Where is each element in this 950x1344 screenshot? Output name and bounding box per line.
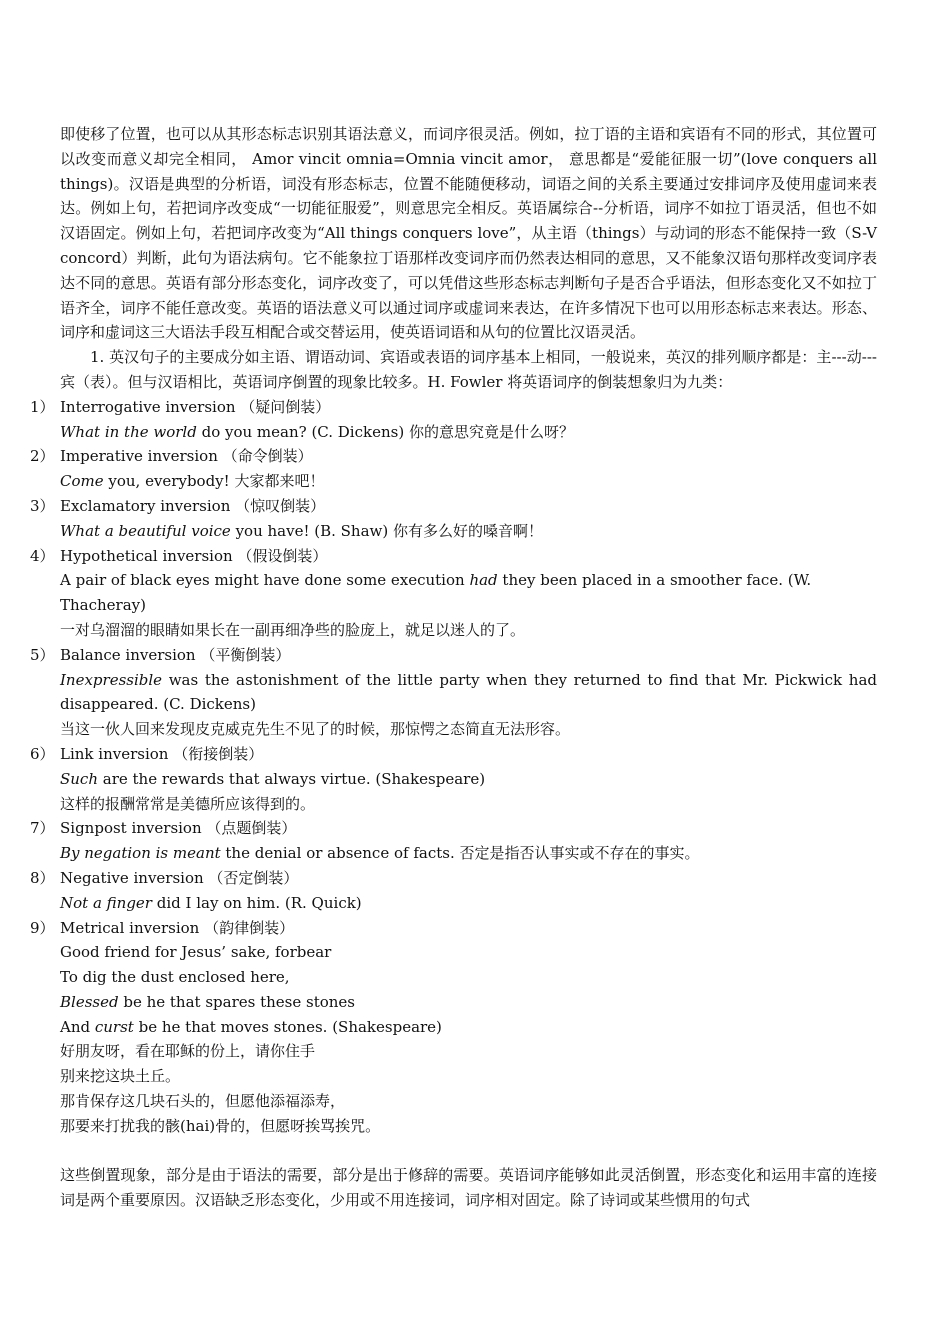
item-example <box>60 891 877 916</box>
item-title: Interrogative inversion （疑问倒装） <box>60 397 331 416</box>
example-translation: 这样的报酬常常是美德所应该得到的。 <box>60 794 316 813</box>
paragraph-gap <box>60 1139 877 1164</box>
inversion-item-6 <box>30 742 877 816</box>
inversion-item-1 <box>30 395 877 445</box>
item-title: Signpost inversion （点题倒装） <box>60 819 297 838</box>
example-translation: 一对乌溜溜的眼睛如果长在一副再细净些的脸庞上，就足以迷人的了。 <box>60 620 526 639</box>
intro-paragraph: 即使移了位置，也可以从其形态标志识别其语法意义，而词序很灵活。例如，拉丁语的主语和宾语有不同的形式，其位置可以改变而意义却完全相同， Amor vincit omnia=Omnia vincit amor， 意思都是“爱能征服一切”(love conquers all things)。汉语是典型的分析语，词没有形态标志，位置不能随便移动，词语之间的关系主要通过安排词序及使用虚词来表达。例如上句，若把词序改变成“一切能征服爱”，则意思完全相反。英语属综合--分析语，词序不如拉丁语灵活，但也不如汉语固定。例如上句，若把词序改变为“All things conquers love”，从主语（things）与动词的形态不能保持一致（S-V concord）判断，此句为语法病句。它不能象拉丁语那样改变词序而仍然表达相同的意思，又不能象汉语句那样改变词序表达不同的意思。英语有部分形态变化，词序改变了，可以凭借这些形态标志判断句子是否合乎语法，但形态变化又不如拉丁语齐全，词序不能任意改变。英语的语法意义可以通过词序或虚词来表达，在许多情况下也可以用形态标志来表达。形态、词序和虚词这三大语法手段互相配合或交替运用，使英语词语和从句的位置比汉语灵活。 <box>60 125 877 342</box>
item-title: Metrical inversion （韵律倒装） <box>60 918 295 937</box>
section-1-paragraph: 1. 英汉句子的主要成分如主语、谓语动词、宾语或表语的词序基本上相同，一般说来，英汉的排列顺序都是：主---动---宾（表）。但与汉语相比，英语词序倒置的现象比较多。H. Fowler 将英语词序的倒装想象归为九类： <box>60 348 877 391</box>
item-example <box>60 420 877 445</box>
poem-example <box>60 940 877 1138</box>
example-text: do you mean? (C. Dickens) 你的意思究竟是什么呀？ <box>196 422 574 441</box>
item-number: 6） <box>30 744 55 763</box>
item-title: Hypothetical inversion （假设倒装） <box>60 546 328 565</box>
inversion-item-3 <box>30 494 877 544</box>
inversion-item-5 <box>30 643 877 742</box>
item-number: 2） <box>30 447 55 466</box>
item-title: Imperative inversion （命令倒装） <box>60 447 313 466</box>
poem-line: Good friend for Jesus’ sake, forbear <box>60 943 332 962</box>
inversion-item-9 <box>30 916 877 1139</box>
poem-line: To dig the dust enclosed here, <box>60 968 290 987</box>
inversion-item-7 <box>30 816 877 866</box>
item-number: 3） <box>30 496 55 515</box>
item-number: 9） <box>30 918 55 937</box>
poem-translation-line: 别来挖这块土丘。 <box>60 1067 181 1086</box>
item-example <box>60 568 877 618</box>
example-italic: What in the world <box>60 422 197 441</box>
item-title: Balance inversion （平衡倒装） <box>60 645 291 664</box>
item-example <box>60 841 877 866</box>
example-text-pre: A pair of black eyes might have done some execution <box>60 571 470 590</box>
closing-paragraph: 这些倒置现象，部分是由于语法的需要，部分是出于修辞的需要。英语词序能够如此灵活倒置，形态变化和运用丰富的连接词是两个重要原因。汉语缺乏形态变化，少用或不用连接词，词序相对固定。除了诗词或某些惯用的句式 <box>60 1166 877 1210</box>
poem-text: be he that spares these stones <box>118 992 355 1011</box>
item-example <box>60 519 877 544</box>
item-example <box>60 469 877 494</box>
poem-translation-line: 那要来打扰我的骸(hai)骨的，但愿呀挨骂挨咒。 <box>60 1116 381 1135</box>
item-number: 4） <box>30 546 55 565</box>
example-italic: By negation is meant <box>60 844 221 863</box>
example-text: was the astonishment of the little party when they returned to find that Mr. Pickwick had disappeared. (C. Dickens) <box>60 670 877 714</box>
item-number: 1） <box>30 397 55 416</box>
example-italic: Come <box>60 472 104 491</box>
document-body <box>30 122 877 1213</box>
poem-italic: curst <box>94 1017 134 1036</box>
example-text: did I lay on him. (R. Quick) <box>151 893 362 912</box>
inversion-item-4 <box>30 544 877 643</box>
inversion-item-8 <box>30 866 877 916</box>
example-text: the denial or absence of facts. 否定是指否认事实或不存在的事实。 <box>220 844 700 863</box>
example-text: you have! (B. Shaw) 你有多么好的嗓音啊！ <box>230 521 544 540</box>
item-example <box>60 767 877 792</box>
example-text: are the rewards that always virtue. (Shakespeare) <box>98 769 486 788</box>
item-number: 8） <box>30 868 55 887</box>
poem-translation-line: 好朋友呀，看在耶稣的份上，请你住手 <box>60 1042 316 1061</box>
example-text: they been placed in a smoother face. (W. Thacheray) <box>60 571 812 615</box>
poem-translation-line: 那肯保存这几块石头的，但愿他添福添寿， <box>60 1092 346 1111</box>
item-number: 7） <box>30 819 55 838</box>
poem-line <box>60 990 877 1015</box>
poem-italic: Blessed <box>60 992 119 1011</box>
example-italic: Such <box>60 769 98 788</box>
poem-text-pre: And <box>60 1017 95 1036</box>
inversion-item-2 <box>30 444 877 494</box>
item-example <box>60 668 877 718</box>
poem-text: be he that moves stones. (Shakespeare) <box>133 1017 442 1036</box>
poem-line <box>60 1015 877 1040</box>
example-translation: 当这一伙人回来发现皮克威克先生不见了的时候，那惊愕之态简直无法形容。 <box>60 720 571 739</box>
item-title: Exclamatory inversion （惊叹倒装） <box>60 496 326 515</box>
example-italic: What a beautiful voice <box>60 521 231 540</box>
item-title: Link inversion （衔接倒装） <box>60 744 264 763</box>
item-number: 5） <box>30 645 55 664</box>
example-italic: had <box>469 571 498 590</box>
example-italic: Inexpressible <box>60 670 163 689</box>
example-text: you, everybody! 大家都来吧！ <box>103 472 325 491</box>
example-italic: Not a finger <box>60 893 152 912</box>
item-title: Negative inversion （否定倒装） <box>60 868 299 887</box>
